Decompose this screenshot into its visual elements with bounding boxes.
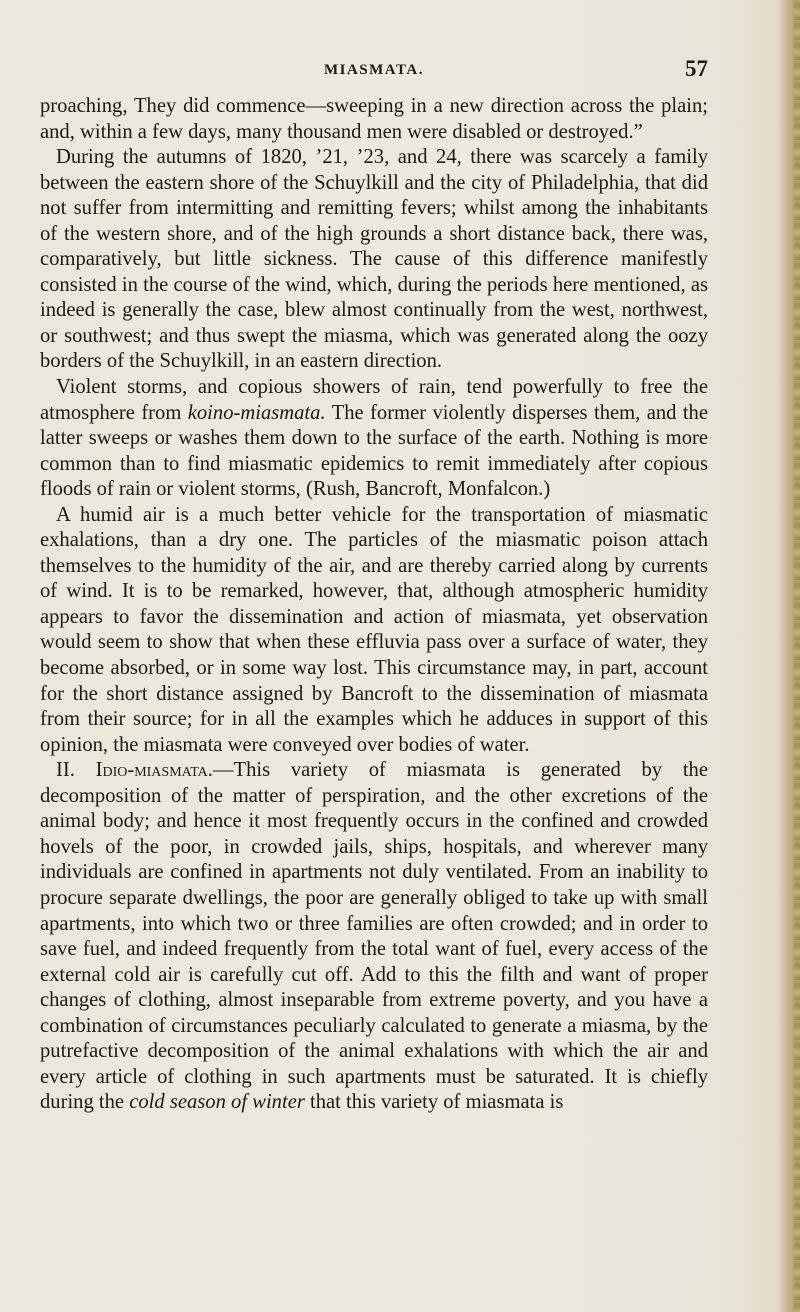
paragraph-3 <box>40 375 708 503</box>
page-binding-edge <box>778 0 800 1312</box>
page-number: 57 <box>685 56 708 81</box>
paragraph-3-italic-term: koino-miasmata. <box>187 401 326 424</box>
running-title: MIASMATA. <box>323 62 425 78</box>
section-heading-idio-miasmata: II. Idio-miasmata. <box>56 759 213 782</box>
paragraph-1: proaching, They did commence—sweeping in a new direction across the plain; and, within a few days, many thousand men were disabled or destroyed.” <box>40 95 708 143</box>
paragraph-5-text-b: that this variety of miasmata is <box>304 1091 564 1114</box>
paragraph-5-italic-phrase: cold season of winter <box>129 1091 305 1114</box>
paragraph-2: During the autumns of 1820, ’21, ’23, and 24, there was scarcely a family between the eastern shore of the Schuylkill and the city of Philadelphia, that did not suffer from intermitting and remitting fevers; whilst among the inhabitants of the western shore, and of the high grounds a short distance back, there was, comparatively, but little sickness. The cause of this difference manifestly consisted in the course of the wind, which, during the periods here mentioned, as indeed is generally the case, blew almost continually from the west, northwest, or southwest; and thus swept the miasma, which was generated along the oozy borders of the Schuylkill, in an eastern direction. <box>40 146 708 373</box>
paragraph-5 <box>40 758 708 1116</box>
paragraph-5-text-a: —This variety of miasmata is generated by the decomposition of the matter of perspiration, and the other excretions of the animal body; and hence it most frequently occurs in the confined and crowded hovels of the poor, in crowded jails, ships, hospitals, and wherever many individuals are confined in apartments not duly ventilated. From an inability to procure separate dwellings, the poor are generally obliged to take up with small apartments, into which two or three families are often crowded; and in order to save fuel, and indeed frequently from the total want of fuel, every access of the external cold air is carefully cut off. Add to this the filth and want of proper changes of clothing, almost inseparable from extreme poverty, and you have a combination of circumstances peculiarly calculated to generate a miasma, by the putrefactive decomposition of the animal exhalations with which the air and every article of clothing in such apartments must be saturated. It is chiefly during the <box>40 759 708 1114</box>
body-text <box>40 94 708 1116</box>
paragraph-3-text-a: Violent storms, and copious showers of rain, tend powerfully to free the atmosphere from <box>40 376 708 424</box>
paragraph-4: A humid air is a much better vehicle for the transportation of miasmatic exhalations, than a dry one. The particles of the miasmatic poison attach themselves to the humidity of the air, and are thereby carried along by currents of wind. It is to be remarked, however, that, although atmospheric humidity appears to favor the dissemination and action of miasmata, yet observation would seem to show that when these effluvia pass over a surface of water, they become absorbed, or in some way lost. This circumstance may, in part, account for the short distance assigned by Bancroft to the dissemination of miasmata from their source; for in all the examples which he adduces in support of this opinion, the miasmata were conveyed over bodies of water. <box>40 503 708 756</box>
paragraph-3-text-b: The former violently disperses them, and the latter sweeps or washes them down to the surface of the earth. Nothing is more common than to find miasmatic epidemics to remit immediately after copious floods of rain or violent storms, (Rush, Bancroft, Monfalcon.) <box>40 401 708 501</box>
running-header <box>40 56 708 86</box>
